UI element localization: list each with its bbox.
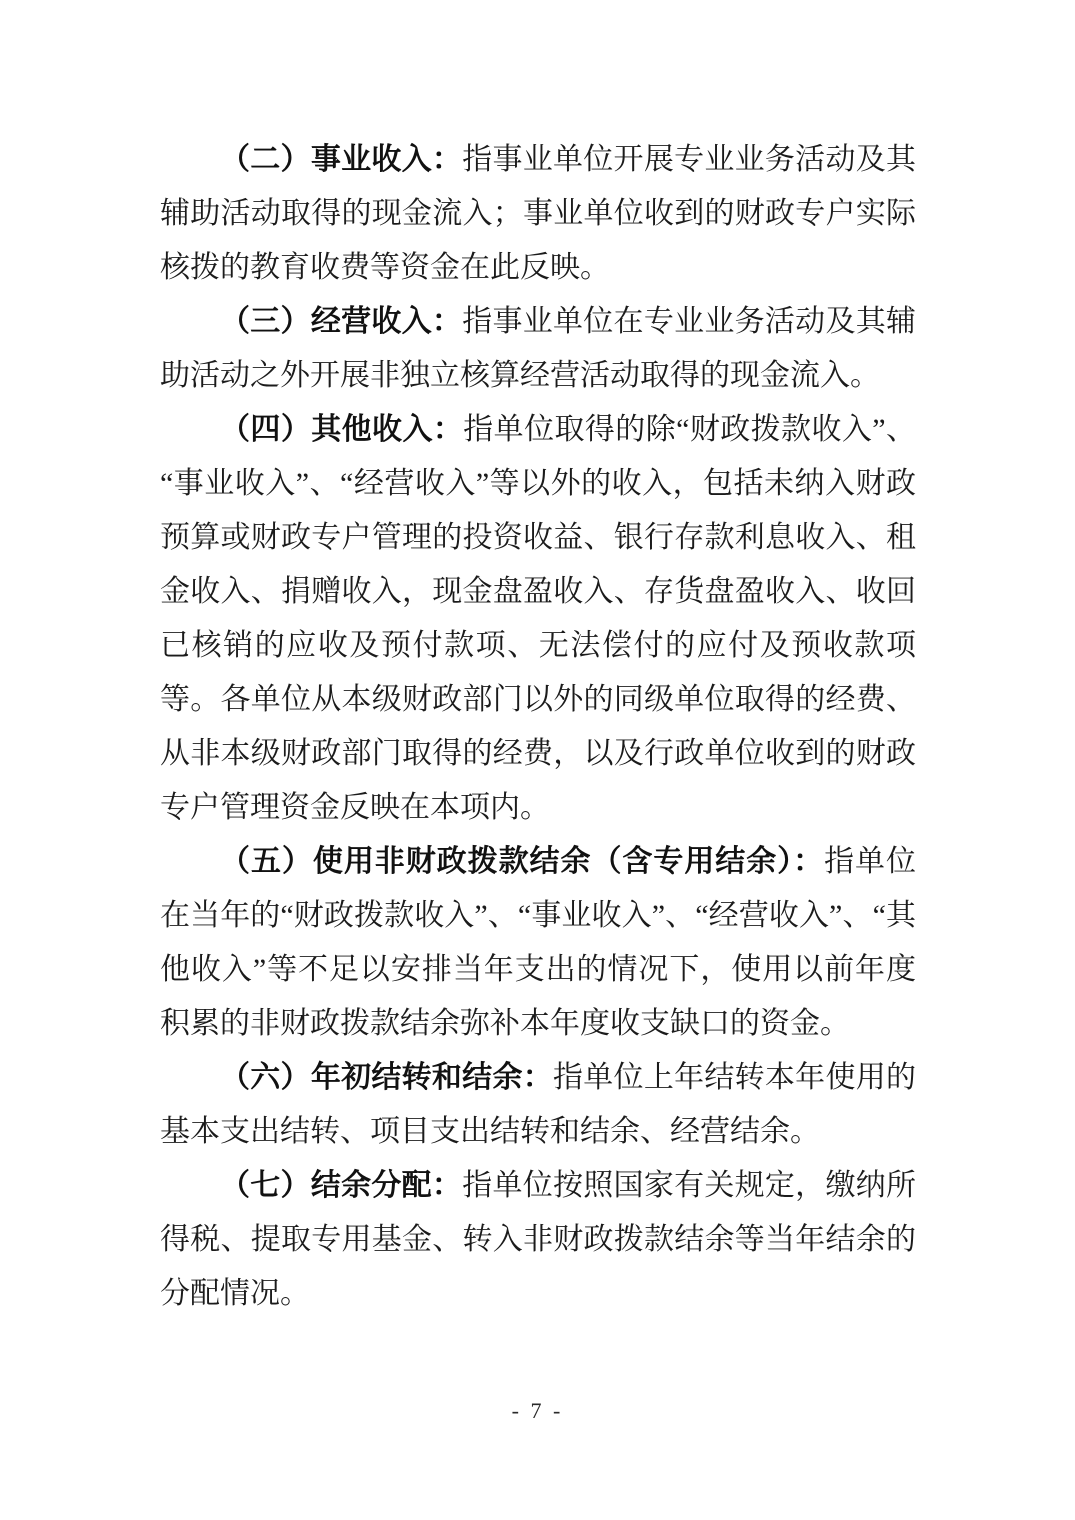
paragraph	[160, 403, 916, 835]
paragraph-heading: （四）其他收入：	[220, 413, 464, 446]
document-body	[160, 133, 916, 1321]
paragraph	[160, 1159, 916, 1321]
paragraph	[160, 1051, 916, 1159]
paragraph-body: 指事业单位开展专业业务活动及其辅助活动取得的现金流入；事业单位收到的财政专户实际核拨的教育收费等资金在此反映。	[160, 143, 917, 284]
paragraph-body: 指单位上年结转本年使用的基本支出结转、项目支出结转和结余、经营结余。	[160, 1061, 916, 1148]
paragraph-body: 指单位按照国家有关规定，缴纳所得税、提取专用基金、转入非财政拨款结余等当年结余的分配情况。	[160, 1169, 917, 1310]
paragraph-body: 指单位在当年的“财政拨款收入”、“事业收入”、“经营收入”、“其他收入”等不足以安排当年支出的情况下，使用以前年度积累的非财政拨款结余弥补本年度收支缺口的资金。	[160, 845, 917, 1040]
paragraph-body: 指事业单位在专业业务活动及其辅助活动之外开展非独立核算经营活动取得的现金流入。	[160, 305, 917, 392]
paragraph	[160, 133, 916, 295]
page-number: - 7 -	[511, 1398, 564, 1423]
paragraph-heading: （七）结余分配：	[220, 1169, 463, 1202]
paragraph-body: 指单位取得的除“财政拨款收入”、“事业收入”、“经营收入”等以外的收入，包括未纳入财政预算或财政专户管理的投资收益、银行存款利息收入、租金收入、捐赠收入，现金盘盈收入、存货盘盈收入、收回已核销的应收及预付款项、无法偿付的应付及预收款项等。各单位从本级财政部门以外的同级单位取得的经费、从非本级财政部门取得的经费，以及行政单位收到的财政专户管理资金反映在本项内。	[160, 413, 917, 824]
paragraph-heading: （五）使用非财政拨款结余（含专用结余）：	[220, 845, 825, 878]
paragraph	[160, 835, 916, 1051]
paragraph	[160, 295, 916, 403]
paragraph-heading: （三）经营收入：	[220, 305, 463, 338]
paragraph-heading: （二）事业收入：	[220, 143, 463, 176]
paragraph-heading: （六）年初结转和结余：	[220, 1061, 553, 1094]
